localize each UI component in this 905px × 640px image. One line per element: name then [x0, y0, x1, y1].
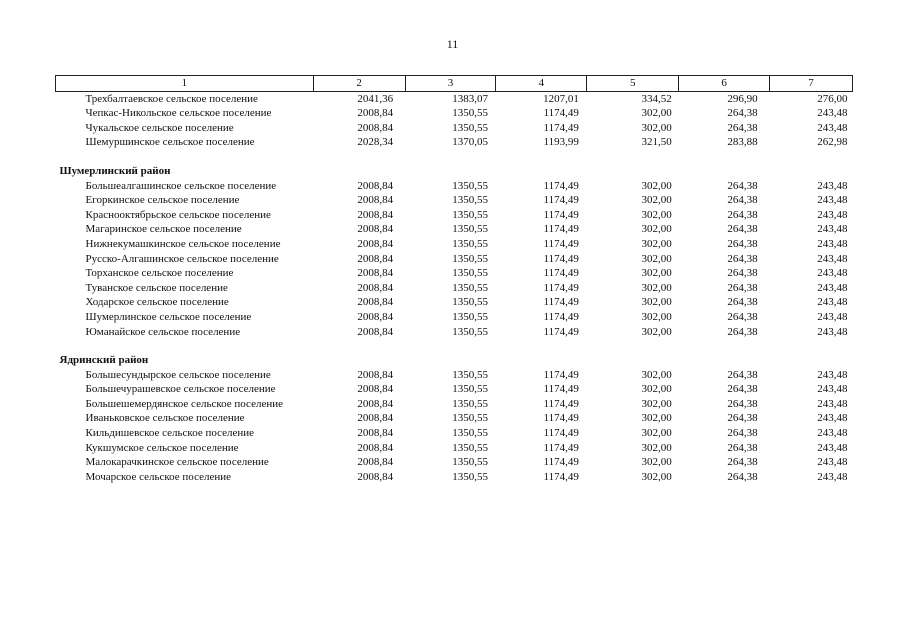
value-cell: 264,38: [727, 281, 758, 294]
value-cell: 1350,55: [452, 296, 488, 309]
table-row: [56, 193, 853, 208]
value-cell: 264,38: [727, 470, 758, 483]
value-cell: 283,88: [727, 136, 758, 149]
value-cell: 302,00: [641, 223, 672, 236]
value-cell: 302,00: [641, 252, 672, 265]
value-cell: 264,38: [727, 456, 758, 469]
table-row: [56, 368, 853, 383]
value-cell: 264,38: [727, 427, 758, 440]
settlement-name: Шемуршинское сельское поселение: [85, 136, 255, 149]
table-row: [56, 441, 853, 456]
value-cell: 1174,49: [543, 296, 579, 309]
settlement-name: Торханское сельское поселение: [85, 267, 234, 280]
value-cell: 302,00: [641, 310, 672, 323]
value-cell: 2008,84: [357, 427, 394, 440]
value-cell: 264,38: [727, 310, 758, 323]
value-cell: 264,38: [727, 325, 758, 338]
value-cell: 243,48: [817, 325, 848, 338]
settlement-name: Нижнекумашкинское сельское поселение: [85, 237, 281, 250]
value-cell: 243,48: [817, 179, 848, 192]
header-row: [56, 76, 853, 92]
value-cell: 243,48: [817, 368, 848, 381]
value-cell: 1350,55: [452, 179, 488, 192]
table-row: [56, 179, 853, 194]
table-row: [56, 121, 853, 136]
value-cell: 2008,84: [357, 281, 394, 294]
value-cell: 1174,49: [543, 325, 579, 338]
value-cell: 1350,55: [452, 267, 488, 280]
district-heading: Ядринский район: [59, 354, 149, 367]
value-cell: 243,48: [817, 121, 848, 134]
value-cell: 264,38: [727, 208, 758, 221]
value-cell: 264,38: [727, 383, 758, 396]
value-cell: 243,48: [817, 470, 848, 483]
table-row: [56, 135, 853, 150]
value-cell: 2008,84: [357, 252, 394, 265]
value-cell: 302,00: [641, 107, 672, 120]
table-row: [56, 237, 853, 252]
value-cell: 262,98: [817, 136, 848, 149]
value-cell: 2008,84: [357, 325, 394, 338]
value-cell: 243,48: [817, 194, 848, 207]
value-cell: 243,48: [817, 267, 848, 280]
header-cell: 4: [496, 76, 587, 92]
value-cell: 2008,84: [357, 267, 394, 280]
district-heading-row: [56, 150, 853, 179]
value-cell: 302,00: [641, 412, 672, 425]
value-cell: 302,00: [641, 267, 672, 280]
value-cell: 302,00: [641, 456, 672, 469]
value-cell: 1350,55: [452, 412, 488, 425]
header-cell: 7: [770, 76, 853, 92]
table-row: [56, 295, 853, 310]
value-cell: 243,48: [817, 281, 848, 294]
value-cell: 264,38: [727, 121, 758, 134]
settlement-name: Большесундырское сельское поселение: [85, 368, 271, 381]
settlement-name: Кукшумское сельское поселение: [85, 441, 239, 454]
value-cell: 1174,49: [543, 223, 579, 236]
value-cell: 2028,34: [357, 136, 394, 149]
value-cell: 1350,55: [452, 194, 488, 207]
value-cell: 2008,84: [357, 237, 394, 250]
value-cell: 264,38: [727, 368, 758, 381]
table-row: [56, 91, 853, 106]
value-cell: 264,38: [727, 107, 758, 120]
value-cell: 276,00: [817, 92, 848, 105]
value-cell: 264,38: [727, 397, 758, 410]
table-body: [56, 91, 853, 484]
value-cell: 1174,49: [543, 194, 579, 207]
value-cell: 1350,55: [452, 310, 488, 323]
value-cell: 296,90: [727, 92, 758, 105]
value-cell: 243,48: [817, 208, 848, 221]
value-cell: 1174,49: [543, 456, 579, 469]
settlement-name: Чукальское сельское поселение: [85, 121, 234, 134]
value-cell: 1174,49: [543, 412, 579, 425]
value-cell: 2008,84: [357, 179, 394, 192]
value-cell: 302,00: [641, 281, 672, 294]
value-cell: 302,00: [641, 383, 672, 396]
tariff-table: [55, 75, 853, 484]
value-cell: 2008,84: [357, 383, 394, 396]
table-row: [56, 470, 853, 485]
value-cell: 264,38: [727, 252, 758, 265]
value-cell: 243,48: [817, 107, 848, 120]
value-cell: 1174,49: [543, 310, 579, 323]
settlement-name: Шумерлинское сельское поселение: [85, 310, 252, 323]
table-header: [56, 76, 853, 92]
value-cell: 1174,49: [543, 107, 579, 120]
settlement-name: Малокарачкинское сельское поселение: [85, 456, 269, 469]
value-cell: 1350,55: [452, 223, 488, 236]
value-cell: 302,00: [641, 368, 672, 381]
settlement-name: Иваньковское сельское поселение: [85, 412, 245, 425]
district-heading: Шумерлинский район: [59, 164, 171, 177]
value-cell: 1350,55: [452, 325, 488, 338]
table-row: [56, 397, 853, 412]
value-cell: 243,48: [817, 310, 848, 323]
value-cell: 1350,55: [452, 456, 488, 469]
value-cell: 243,48: [817, 427, 848, 440]
value-cell: 1174,49: [543, 267, 579, 280]
value-cell: 243,48: [817, 456, 848, 469]
settlement-name: Ходарское сельское поселение: [85, 296, 229, 309]
table-row: [56, 266, 853, 281]
header-cell: 2: [313, 76, 405, 92]
table-row: [56, 411, 853, 426]
table-row: [56, 310, 853, 325]
value-cell: 1193,99: [543, 136, 579, 149]
value-cell: 264,38: [727, 179, 758, 192]
table-row: [56, 325, 853, 340]
settlement-name: Туванское сельское поселение: [85, 281, 228, 294]
value-cell: 334,52: [641, 92, 672, 105]
settlement-name: Большешемердянское сельское поселение: [85, 397, 283, 410]
table-row: [56, 382, 853, 397]
settlement-name: Егоркинское сельское поселение: [85, 194, 240, 207]
settlement-name: Кильдишевское сельское поселение: [85, 427, 255, 440]
district-heading-row: [56, 339, 853, 368]
value-cell: 302,00: [641, 179, 672, 192]
value-cell: 264,38: [727, 194, 758, 207]
value-cell: 1174,49: [543, 252, 579, 265]
value-cell: 1174,49: [543, 441, 579, 454]
value-cell: 264,38: [727, 267, 758, 280]
value-cell: 1350,55: [452, 383, 488, 396]
value-cell: 243,48: [817, 223, 848, 236]
value-cell: 1350,55: [452, 281, 488, 294]
settlement-name: Краснооктябрьское сельское поселение: [85, 208, 271, 221]
value-cell: 1350,55: [452, 368, 488, 381]
value-cell: 2041,36: [357, 92, 394, 105]
value-cell: 1174,49: [543, 208, 579, 221]
value-cell: 1350,55: [452, 397, 488, 410]
value-cell: 302,00: [641, 194, 672, 207]
settlement-name: Чепкас-Никольское сельское поселение: [85, 107, 272, 120]
table-row: [56, 455, 853, 470]
value-cell: 302,00: [641, 441, 672, 454]
value-cell: 1174,49: [543, 383, 579, 396]
value-cell: 302,00: [641, 208, 672, 221]
value-cell: 1174,49: [543, 397, 579, 410]
value-cell: 2008,84: [357, 296, 394, 309]
settlement-name: Трехбалтаевское сельское поселение: [85, 92, 258, 105]
value-cell: 1174,49: [543, 121, 579, 134]
value-cell: 264,38: [727, 412, 758, 425]
table-row: [56, 252, 853, 267]
value-cell: 1350,55: [452, 441, 488, 454]
table-row: [56, 426, 853, 441]
header-cell: 6: [679, 76, 770, 92]
value-cell: 264,38: [727, 237, 758, 250]
value-cell: 264,38: [727, 441, 758, 454]
value-cell: 2008,84: [357, 470, 394, 483]
value-cell: 1350,55: [452, 208, 488, 221]
table-row: [56, 208, 853, 223]
settlement-name: Большеалгашинское сельское поселение: [85, 179, 277, 192]
table-row: [56, 106, 853, 121]
value-cell: 1174,49: [543, 470, 579, 483]
value-cell: 302,00: [641, 427, 672, 440]
value-cell: 264,38: [727, 223, 758, 236]
value-cell: 1383,07: [452, 92, 488, 105]
value-cell: 1350,55: [452, 237, 488, 250]
value-cell: 1174,49: [543, 237, 579, 250]
value-cell: 2008,84: [357, 121, 394, 134]
value-cell: 302,00: [641, 470, 672, 483]
value-cell: 302,00: [641, 237, 672, 250]
value-cell: 1350,55: [452, 252, 488, 265]
value-cell: 2008,84: [357, 194, 394, 207]
value-cell: 243,48: [817, 252, 848, 265]
value-cell: 1350,55: [452, 470, 488, 483]
value-cell: 2008,84: [357, 368, 394, 381]
value-cell: 2008,84: [357, 107, 394, 120]
value-cell: 2008,84: [357, 397, 394, 410]
header-cell: 3: [405, 76, 496, 92]
header-cell: 5: [587, 76, 679, 92]
table-row: [56, 281, 853, 296]
value-cell: 264,38: [727, 296, 758, 309]
value-cell: 2008,84: [357, 412, 394, 425]
value-cell: 1370,05: [452, 136, 488, 149]
settlement-name: Русско-Алгашинское сельское поселение: [85, 252, 279, 265]
settlement-name: Магаринское сельское поселение: [85, 223, 242, 236]
settlement-name: Мочарское сельское поселение: [85, 470, 231, 483]
value-cell: 1174,49: [543, 368, 579, 381]
value-cell: 302,00: [641, 397, 672, 410]
value-cell: 1174,49: [543, 179, 579, 192]
value-cell: 302,00: [641, 325, 672, 338]
value-cell: 243,48: [817, 441, 848, 454]
value-cell: 2008,84: [357, 456, 394, 469]
value-cell: 243,48: [817, 237, 848, 250]
value-cell: 2008,84: [357, 441, 394, 454]
value-cell: 243,48: [817, 412, 848, 425]
value-cell: 2008,84: [357, 208, 394, 221]
page-number: 11: [446, 37, 459, 51]
value-cell: 243,48: [817, 296, 848, 309]
value-cell: 2008,84: [357, 310, 394, 323]
header-cell: 1: [56, 76, 314, 92]
value-cell: 1350,55: [452, 121, 488, 134]
settlement-name: Большечурашевское сельское поселение: [85, 383, 276, 396]
value-cell: 243,48: [817, 397, 848, 410]
value-cell: 302,00: [641, 296, 672, 309]
value-cell: 1207,01: [543, 92, 579, 105]
value-cell: 2008,84: [357, 223, 394, 236]
settlement-name: Юманайское сельское поселение: [85, 325, 241, 338]
value-cell: 243,48: [817, 383, 848, 396]
value-cell: 1350,55: [452, 107, 488, 120]
table-row: [56, 222, 853, 237]
value-cell: 1174,49: [543, 427, 579, 440]
value-cell: 1174,49: [543, 281, 579, 294]
value-cell: 321,50: [641, 136, 672, 149]
value-cell: 1350,55: [452, 427, 488, 440]
value-cell: 302,00: [641, 121, 672, 134]
